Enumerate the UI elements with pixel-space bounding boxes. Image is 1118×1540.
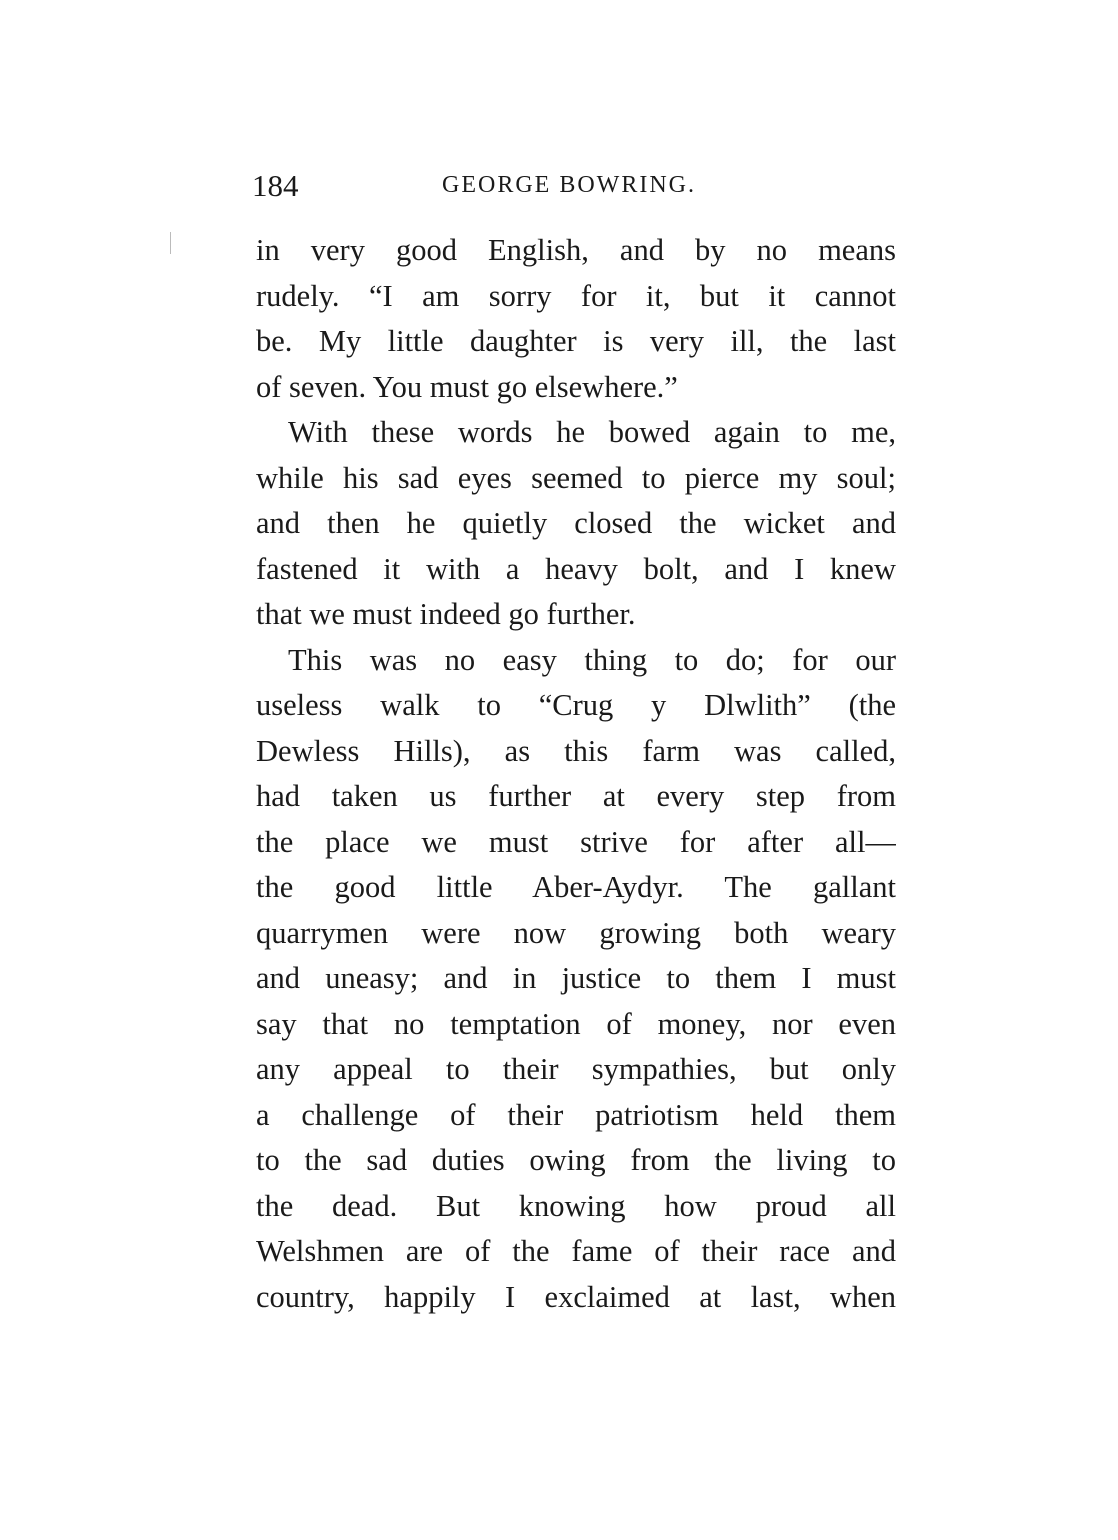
text-line: the place we must strive for after all— [256, 824, 896, 859]
text-line: be. My little daughter is very ill, the last [256, 324, 896, 358]
text-line: while his sad eyes seemed to pierce my soul; [256, 460, 896, 495]
text-line: Dewless Hills), as this farm was called, [256, 733, 896, 768]
paragraph [256, 228, 896, 410]
paragraph [256, 410, 896, 638]
text-line: had taken us further at every step from [256, 779, 896, 813]
text-line: and uneasy; and in justice to them I must [256, 961, 896, 995]
text-line: the dead. But knowing how proud all [256, 1188, 896, 1223]
text-line: quarrymen were now growing both weary [256, 915, 896, 950]
text-line: in very good English, and by no means [256, 233, 896, 267]
text-line: any appeal to their sympathies, but only [256, 1052, 896, 1086]
margin-mark [170, 232, 171, 254]
text-line: to the sad duties owing from the living to [256, 1143, 896, 1177]
text-line: the good little Aber-Aydyr. The gallant [256, 870, 896, 904]
text-line: and then he quietly closed the wicket and [256, 506, 896, 540]
text-line: Welshmen are of the fame of their race and [256, 1234, 896, 1268]
paragraph [256, 638, 896, 1321]
text-line: of seven. You must go elsewhere.” [256, 369, 678, 404]
running-title: GEORGE BOWRING. [442, 172, 696, 198]
text-line: that we must indeed go further. [256, 597, 636, 631]
text-line: country, happily I exclaimed at last, when [256, 1279, 896, 1314]
text-line: a challenge of their patriotism held them [256, 1097, 896, 1132]
text-line: rudely. “I am sorry for it, but it cannot [256, 278, 896, 313]
page-number: 184 [252, 168, 299, 203]
body-text [256, 228, 896, 1320]
text-line: This was no easy thing to do; for our [288, 642, 896, 677]
running-head [252, 168, 896, 208]
text-line: fastened it with a heavy bolt, and I knew [256, 551, 896, 586]
text-line: With these words he bowed again to me, [288, 415, 896, 449]
text-line: useless walk to “Crug y Dlwlith” (the [256, 688, 896, 722]
text-line: say that no temptation of money, nor even [256, 1006, 896, 1041]
